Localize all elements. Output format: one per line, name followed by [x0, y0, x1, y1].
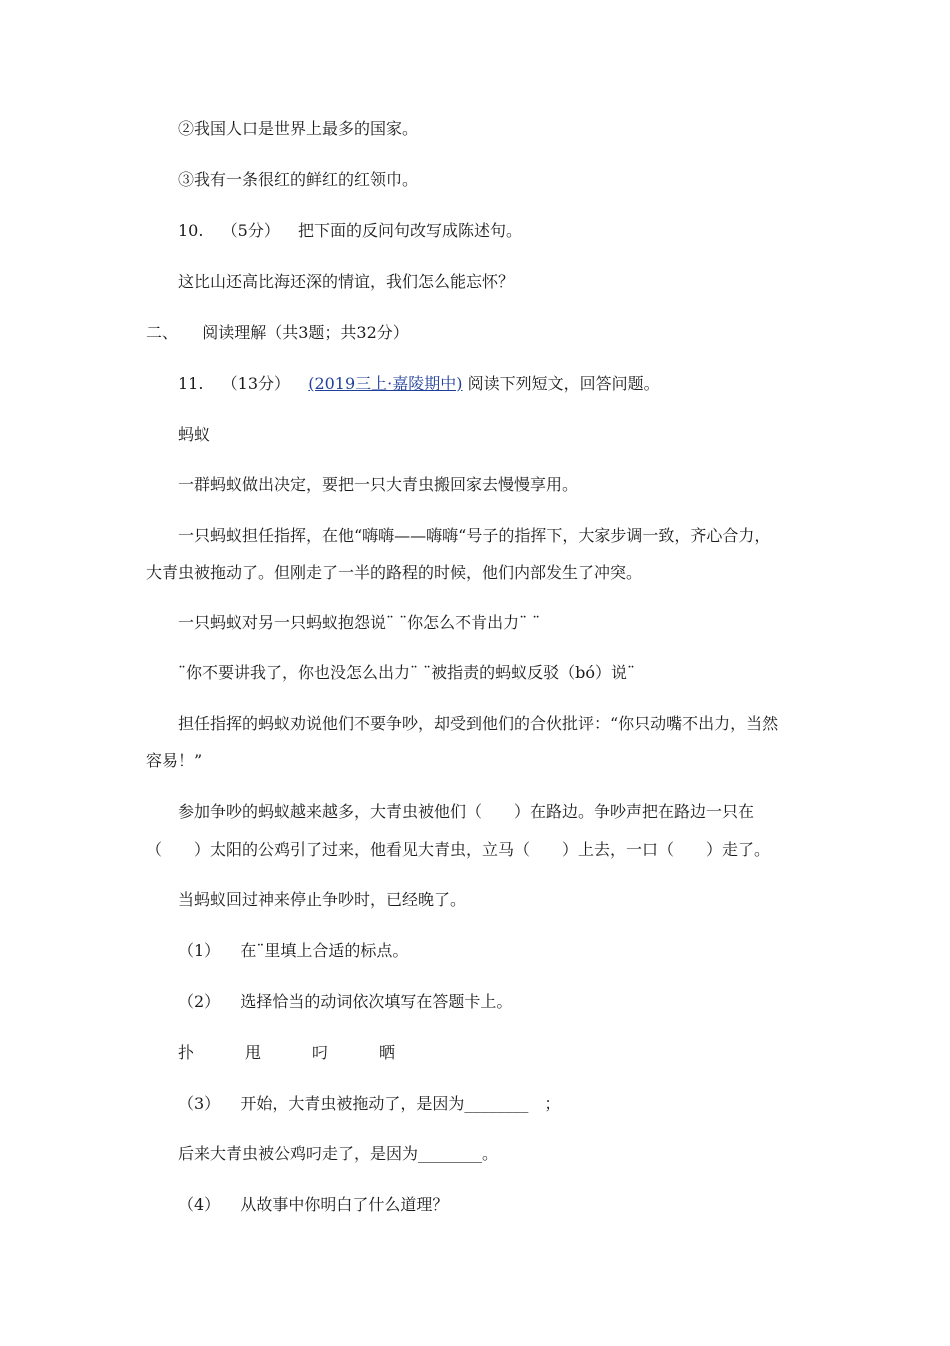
verb-choice-2: 甩	[245, 1043, 262, 1062]
passage-paragraph-4: ¨你不要讲我了，你也没怎么出力¨ ¨被指责的蚂蚁反驳（bó）说¨	[178, 663, 635, 682]
passage-paragraph-1: 一群蚂蚁做出决定，要把一只大青虫搬回家去慢慢享用。	[178, 475, 579, 494]
sub-question-text: 在¨里填上合适的标点。	[240, 941, 409, 960]
passage-paragraph-7: 当蚂蚁回过神来停止争吵时，已经晚了。	[178, 890, 467, 909]
question-prompt: 把下面的反问句改写成陈述句。	[298, 221, 523, 240]
sub-question-4	[178, 1195, 448, 1215]
passage-title: 蚂蚁	[178, 425, 211, 444]
question-11-header	[178, 374, 660, 394]
sub-question-3	[178, 1094, 560, 1114]
sub-question-1	[178, 941, 408, 961]
section-number: 二、	[146, 323, 179, 342]
passage-paragraph-3: 一只蚂蚁对另一只蚂蚁抱怨说¨ ¨你怎么不肯出力¨ ¨	[178, 613, 541, 632]
q9-item-2: ②我国人口是世界上最多的国家。	[178, 119, 419, 138]
verb-choice-4: 晒	[379, 1043, 396, 1062]
passage-paragraph-5-line-1: 担任指挥的蚂蚁劝说他们不要争吵，却受到他们的合伙批评：“你只动嘴不出力，当然	[178, 714, 779, 733]
passage-paragraph-2-line-1: 一只蚂蚁担任指挥，在他“嗨嗨——嗨嗨“号子的指挥下，大家步调一致，齐心合力，	[178, 526, 771, 545]
passage-paragraph-2-line-2: 大青虫被拖动了。但刚走了一半的路程的时候，他们内部发生了冲突。	[146, 563, 643, 582]
passage-paragraph-6-line-2: （ ）太阳的公鸡引了过来，他看见大青虫，立马（ ）上去，一口（ ）走了。	[146, 840, 771, 859]
sub-question-text: 从故事中你明白了什么道理？	[240, 1195, 449, 1214]
sub-question-number: （4）	[178, 1195, 221, 1214]
question-source-link[interactable]: (2019三上·嘉陵期中)	[308, 374, 463, 393]
verb-choice-3: 叼	[312, 1043, 329, 1062]
sub-question-text: 开始，大青虫被拖动了，是因为________ ；	[240, 1094, 561, 1113]
passage-paragraph-6-line-1: 参加争吵的蚂蚁越来越多，大青虫被他们（ ）在路边。争吵声把在路边一只在	[178, 802, 755, 821]
sub-question-text: 选择恰当的动词依次填写在答题卡上。	[240, 992, 513, 1011]
sub-question-number: （1）	[178, 941, 221, 960]
sub-question-3-line-2: 后来大青虫被公鸡叼走了，是因为________。	[178, 1144, 499, 1163]
verb-choice-1: 扑	[178, 1043, 195, 1062]
question-number: 10.	[178, 221, 204, 240]
sub-question-2	[178, 992, 512, 1012]
section-2-heading	[146, 323, 409, 343]
question-score: （13分）	[221, 374, 291, 393]
q10-sentence: 这比山还高比海还深的情谊，我们怎么能忘怀？	[178, 272, 515, 291]
question-prompt: 阅读下列短文，回答问题。	[467, 374, 660, 393]
passage-paragraph-5-line-2: 容易！”	[146, 751, 203, 770]
sub-question-number: （2）	[178, 992, 221, 1011]
question-10-header	[178, 221, 522, 241]
question-score: （5分）	[221, 221, 280, 240]
question-number: 11.	[178, 374, 204, 393]
sub-question-number: （3）	[178, 1094, 221, 1113]
q9-item-3: ③我有一条很红的鲜红的红领巾。	[178, 170, 419, 189]
section-title: 阅读理解（共3题；共32分）	[202, 323, 409, 342]
